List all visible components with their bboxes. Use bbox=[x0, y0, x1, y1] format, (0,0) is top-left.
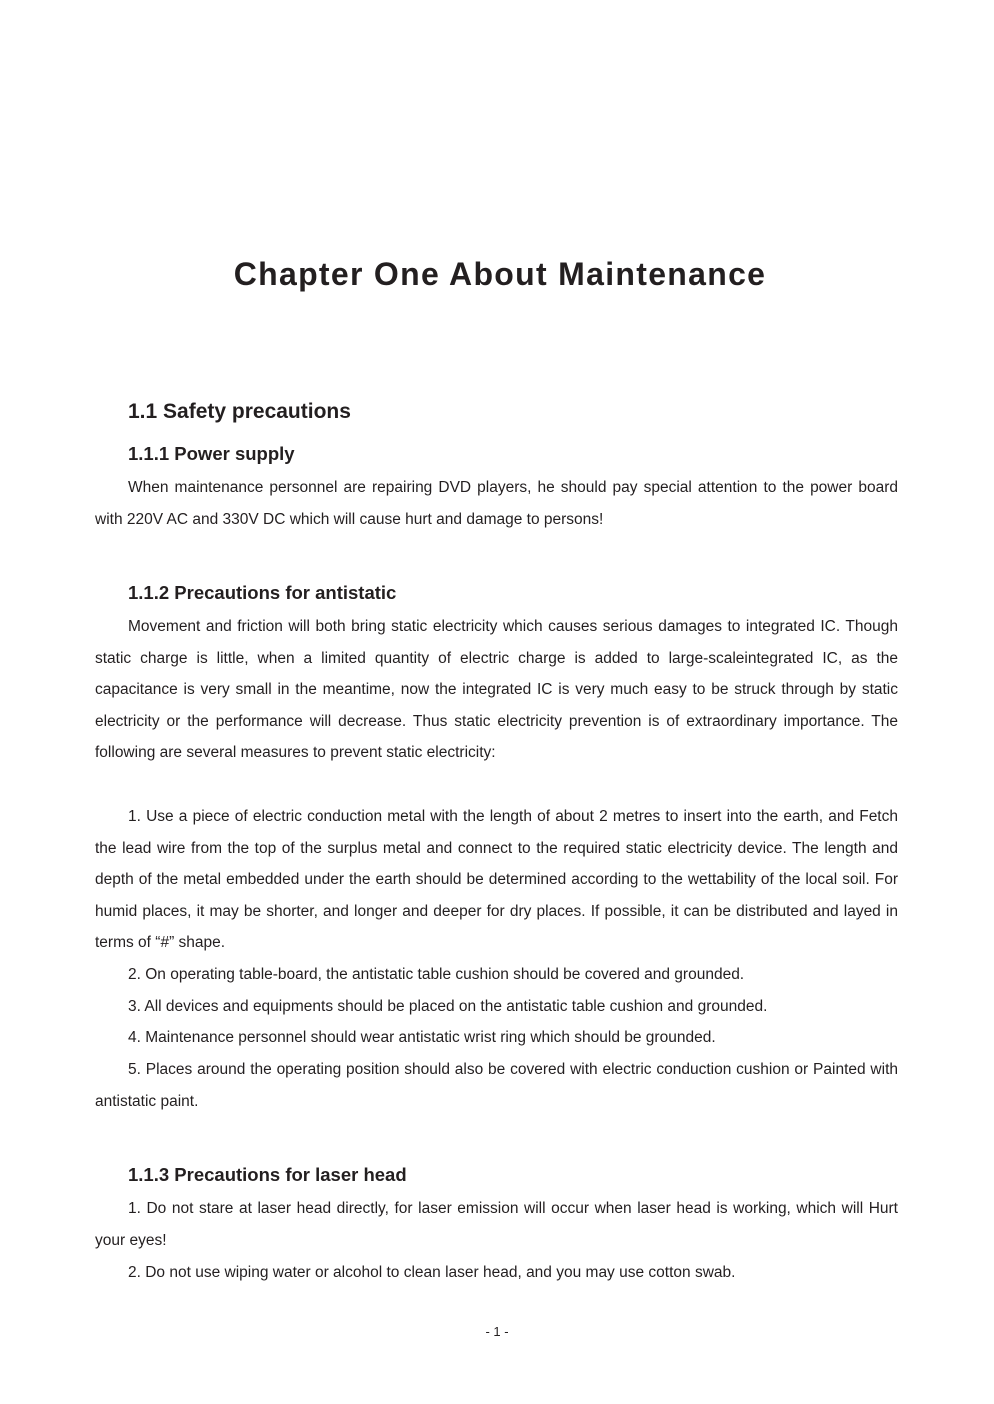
section-heading-safety-precautions: 1.1 Safety precautions bbox=[128, 400, 351, 423]
page-number: - 1 - bbox=[485, 1324, 509, 1339]
power-supply-paragraph: When maintenance personnel are repairing DVD players, he should pay special attention to the power board with 220V AC and 330V DC which will cause hurt and damage to persons! bbox=[95, 479, 898, 528]
antistatic-measure-2: 2. On operating table-board, the antistatic table cushion should be covered and grounded. bbox=[128, 966, 745, 983]
subsection-heading-power-supply: 1.1.1 Power supply bbox=[128, 443, 295, 464]
antistatic-intro-paragraph: Movement and friction will both bring static electricity which causes serious damages to integrated IC. Though static charge is little, when a limited quantity of electric charge is added to large-scaleintegrated IC, as the capacitance is very small in the meantime, now the integrated IC is very much easy to be struck through by static electricity or the performance will decrease. Thus static electricity prevention is of extraordinary importance. The following are several measures to prevent static electricity: bbox=[95, 618, 898, 762]
subsection-heading-antistatic: 1.1.2 Precautions for antistatic bbox=[128, 582, 397, 603]
laser-head-precaution-1: 1. Do not stare at laser head directly, for laser emission will occur when laser head is working, which will Hurt your eyes! bbox=[95, 1200, 898, 1249]
antistatic-measure-4: 4. Maintenance personnel should wear antistatic wrist ring which should be grounded. bbox=[128, 1029, 716, 1046]
antistatic-measure-3: 3. All devices and equipments should be placed on the antistatic table cushion and grounded. bbox=[128, 998, 768, 1015]
antistatic-measure-5: 5. Places around the operating position should also be covered with electric conduction cushion or Painted with antistatic paint. bbox=[95, 1061, 898, 1110]
antistatic-measure-1: 1. Use a piece of electric conduction metal with the length of about 2 metres to insert into the earth, and Fetch the lead wire from the top of the surplus metal and connect to the required static electricity device. The length and depth of the metal embedded under the earth should be determined according to the wettability of the local soil. For humid places, it may be shorter, and longer and deeper for dry places. If possible, it can be distributed and layed in terms of “#” shape. bbox=[95, 808, 898, 952]
subsection-heading-laser-head: 1.1.3 Precautions for laser head bbox=[128, 1164, 407, 1185]
chapter-title: Chapter One About Maintenance bbox=[233, 256, 767, 292]
laser-head-precaution-2: 2. Do not use wiping water or alcohol to clean laser head, and you may use cotton swab. bbox=[128, 1264, 736, 1281]
